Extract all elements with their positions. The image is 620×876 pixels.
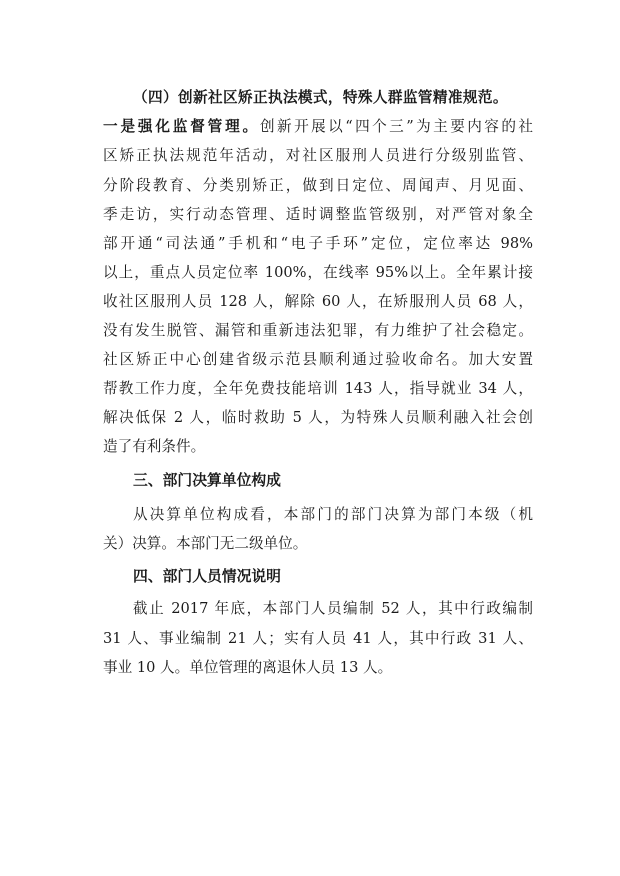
lead-bold-text: 一是强化监督管理。 — [103, 118, 260, 135]
paragraph-line: 从决算单位构成看，本部门的部门决算为部门本级（机 — [133, 506, 533, 523]
paragraph-line: 没有发生脱管、漏管和重新违法犯罪，有力维护了社会稳定。 — [103, 322, 533, 339]
paragraph-line — [103, 113, 533, 141]
paragraph-line: 事业 10 人。单位管理的离退休人员 13 人。 — [103, 659, 393, 676]
paragraph-line: 31 人、事业编制 21 人；实有人员 41 人，其中行政 31 人、 — [103, 630, 533, 647]
paragraph-line: 分阶段教育、分类别矫正，做到日定位、周闻声、月见面、 — [103, 177, 533, 194]
section-four-heading: 四、部门人员情况说明 — [133, 568, 281, 585]
paragraph-line: 帮教工作力度，全年免费技能培训 143 人，指导就业 34 人， — [103, 380, 533, 397]
paragraph-text: 创新开展以“四个三”为主要内容的社 — [259, 118, 533, 135]
section-4-heading: （四）创新社区矫正执法模式，特殊人群监管精准规范。 — [133, 89, 508, 106]
paragraph-line: 关）决算。本部门无二级单位。 — [103, 535, 308, 552]
paragraph-line: 造了有利条件。 — [103, 438, 206, 455]
paragraph-line: 季走访，实行动态管理、适时调整监管级别，对严管对象全 — [103, 206, 533, 223]
paragraph-line: 截止 2017 年底，本部门人员编制 52 人，其中行政编制 — [133, 600, 533, 617]
paragraph-line: 区矫正执法规范年活动，对社区服刑人员进行分级别监管、 — [103, 147, 533, 164]
paragraph-line: 以上，重点人员定位率 100%，在线率 95%以上。全年累计接 — [103, 264, 533, 281]
paragraph-line: 部开通“司法通”手机和“电子手环”定位，定位率达 98% — [103, 235, 533, 252]
section-three-heading: 三、部门决算单位构成 — [133, 472, 281, 489]
paragraph-line: 解决低保 2 人，临时救助 5 人，为特殊人员顺利融入社会创 — [103, 409, 533, 426]
paragraph-line: 社区矫正中心创建省级示范县顺利通过验收命名。加大安置 — [103, 351, 533, 368]
paragraph-line: 收社区服刑人员 128 人，解除 60 人，在矫服刑人员 68 人， — [103, 293, 533, 310]
